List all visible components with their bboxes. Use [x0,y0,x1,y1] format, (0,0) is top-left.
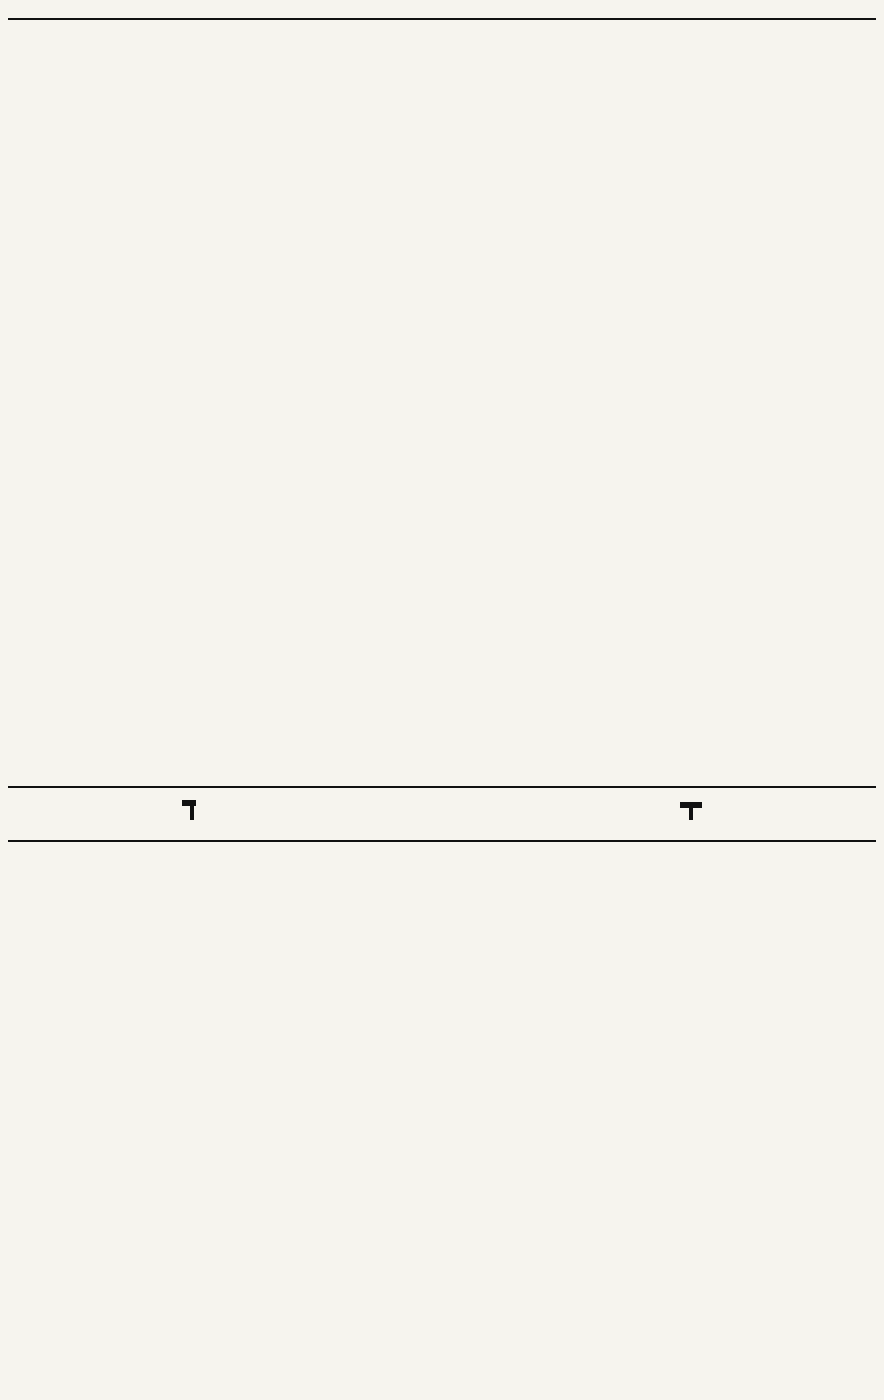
page-header [8,4,876,20]
home-service-guide-banner [8,786,876,842]
hammer-icon [178,796,208,822]
help-wanted-section [8,22,876,782]
service-guide-section [8,842,876,1396]
paintbrush-icon [676,796,706,822]
